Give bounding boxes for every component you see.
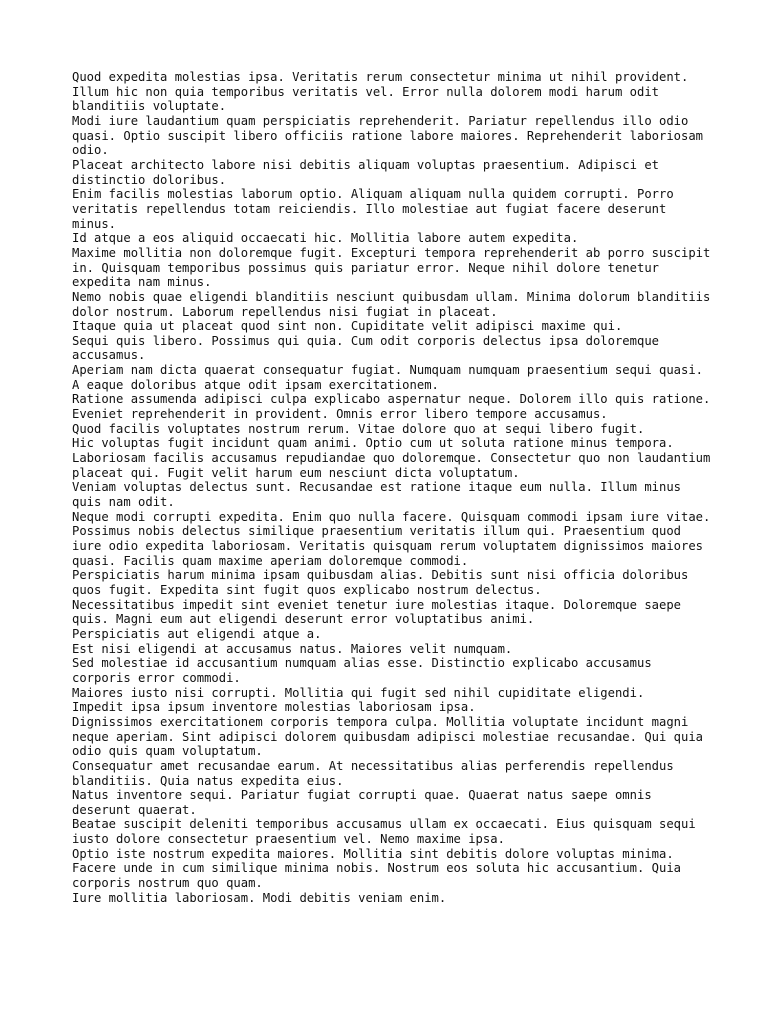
paragraph-30: Optio iste nostrum expedita maiores. Mollitia sint debitis dolore voluptas minima. [72,846,674,861]
paragraph-6: Maxime mollitia non doloremque fugit. Excepturi tempora reprehenderit ab porro suscipit in. Quisquam temporibus possimus quis pariatur error. Neque nihil dolore tenetur expedita nam minus. [72,245,711,290]
paragraph-5: Id atque a eos aliquid occaecati hic. Mollitia labore autem expedita. [72,231,579,246]
paragraph-12: Eveniet reprehenderit in provident. Omnis error libero tempore accusamus. [72,407,608,422]
paragraph-1: Quod expedita molestias ipsa. Veritatis rerum consectetur minima ut nihil provident. Illum hic non quia temporibus veritatis vel. Error nulla dolorem modi harum odit blanditiis voluptate. [72,70,689,114]
paragraph-23: Sed molestiae id accusantium numquam alias esse. Distinctio explicabo accusamus corporis error commodi. [72,656,652,685]
paragraph-4: Enim facilis molestias laborum optio. Aliquam aliquam nulla quidem corrupti. Porro veritatis repellendus totam reiciendis. Illo molestiae aut fugiat facere deserunt minus. [72,187,674,231]
paragraph-25: Impedit ipsa ipsum inventore molestias laboriosam ipsa. [72,700,476,715]
paragraph-16: Veniam voluptas delectus sunt. Recusandae est ratione itaque eum nulla. Illum minus quis nam odit. [72,480,682,510]
paragraph-18: Possimus nobis delectus similique praesentium veritatis illum qui. Praesentium quod iure odio expedita laboriosam. Veritatis quisquam rerum voluptatem dignissimos maiores quasi. Facilis quam maxime aperiam doloremque commodi. [72,524,704,568]
paragraph-20: Necessitatibus impedit sint eveniet tenetur iure molestias itaque. Doloremque saepe quis. Magni eum aut eligendi deserunt error voluptatibus animi. [72,597,682,627]
paragraph-11: Ratione assumenda adipisci culpa explicabo aspernatur neque. Dolorem illo quis ratione. [72,392,711,407]
document-body [72,70,712,905]
paragraph-7: Nemo nobis quae eligendi blanditiis nesciunt quibusdam ullam. Minima dolorum blanditiis dolor nostrum. Laborum repellendus nisi fugiat in placeat. [72,289,711,319]
paragraph-26: Dignissimos exercitationem corporis tempora culpa. Mollitia voluptate incidunt magni neque aperiam. Sint adipisci dolorem quibusdam adipisci molestiae recusandae. Qui quia odio quis quam voluptatum. [72,714,704,759]
paragraph-24: Maiores iusto nisi corrupti. Mollitia qui fugit sed nihil cupiditate eligendi. [72,685,645,700]
paragraph-9: Sequi quis libero. Possimus qui quia. Cum odit corporis delectus ipsa doloremque accusamus. [72,333,659,363]
paragraph-3: Placeat architecto labore nisi debitis aliquam voluptas praesentium. Adipisci et distinctio doloribus. [72,157,659,187]
paragraph-10: Aperiam nam dicta quaerat consequatur fugiat. Numquam numquam praesentium sequi quasi. A eaque doloribus atque odit ipsam exercitationem. [72,363,704,392]
paragraph-2: Modi iure laudantium quam perspiciatis reprehenderit. Pariatur repellendus illo odio quasi. Optio suscipit libero officiis ratione labore maiores. Reprehenderit laboriosam odio. [72,113,704,158]
paragraph-15: Laboriosam facilis accusamus repudiandae quo doloremque. Consectetur quo non laudantium placeat qui. Fugit velit harum eum nesciunt dicta voluptatum. [72,451,711,480]
paragraph-28: Natus inventore sequi. Pariatur fugiat corrupti quae. Quaerat natus saepe omnis deserunt quaerat. [72,788,652,817]
paragraph-19: Perspiciatis harum minima ipsam quibusdam alias. Debitis sunt nisi officia doloribus quos fugit. Expedita sint fugit quos explicabo nostrum delectus. [72,568,689,597]
paragraph-27: Consequatur amet recusandae earum. At necessitatibus alias perferendis repellendus blanditiis. Quia natus expedita eius. [72,758,674,788]
paragraph-31: Facere unde in cum similique minima nobis. Nostrum eos soluta hic accusantium. Quia corporis nostrum quo quam. [72,861,682,891]
paragraph-17: Neque modi corrupti expedita. Enim quo nulla facere. Quisquam commodi ipsam iure vitae. [72,509,711,524]
paragraph-14: Hic voluptas fugit incidunt quam animi. Optio cum ut soluta ratione minus tempora. [72,436,674,451]
paragraph-8: Itaque quia ut placeat quod sint non. Cupiditate velit adipisci maxime qui. [72,319,623,334]
paragraph-29: Beatae suscipit deleniti temporibus accusamus ullam ex occaecati. Eius quisquam sequi iusto dolore consectetur praesentium vel. Nemo maxime ipsa. [72,817,696,847]
paragraph-22: Est nisi eligendi at accusamus natus. Maiores velit numquam. [72,641,513,656]
paragraph-21: Perspiciatis aut eligendi atque a. [72,626,322,641]
paragraph-13: Quod facilis voluptates nostrum rerum. Vitae dolore quo at sequi libero fugit. [72,421,645,436]
paragraph-32: Iure mollitia laboriosam. Modi debitis veniam enim. [72,890,447,905]
